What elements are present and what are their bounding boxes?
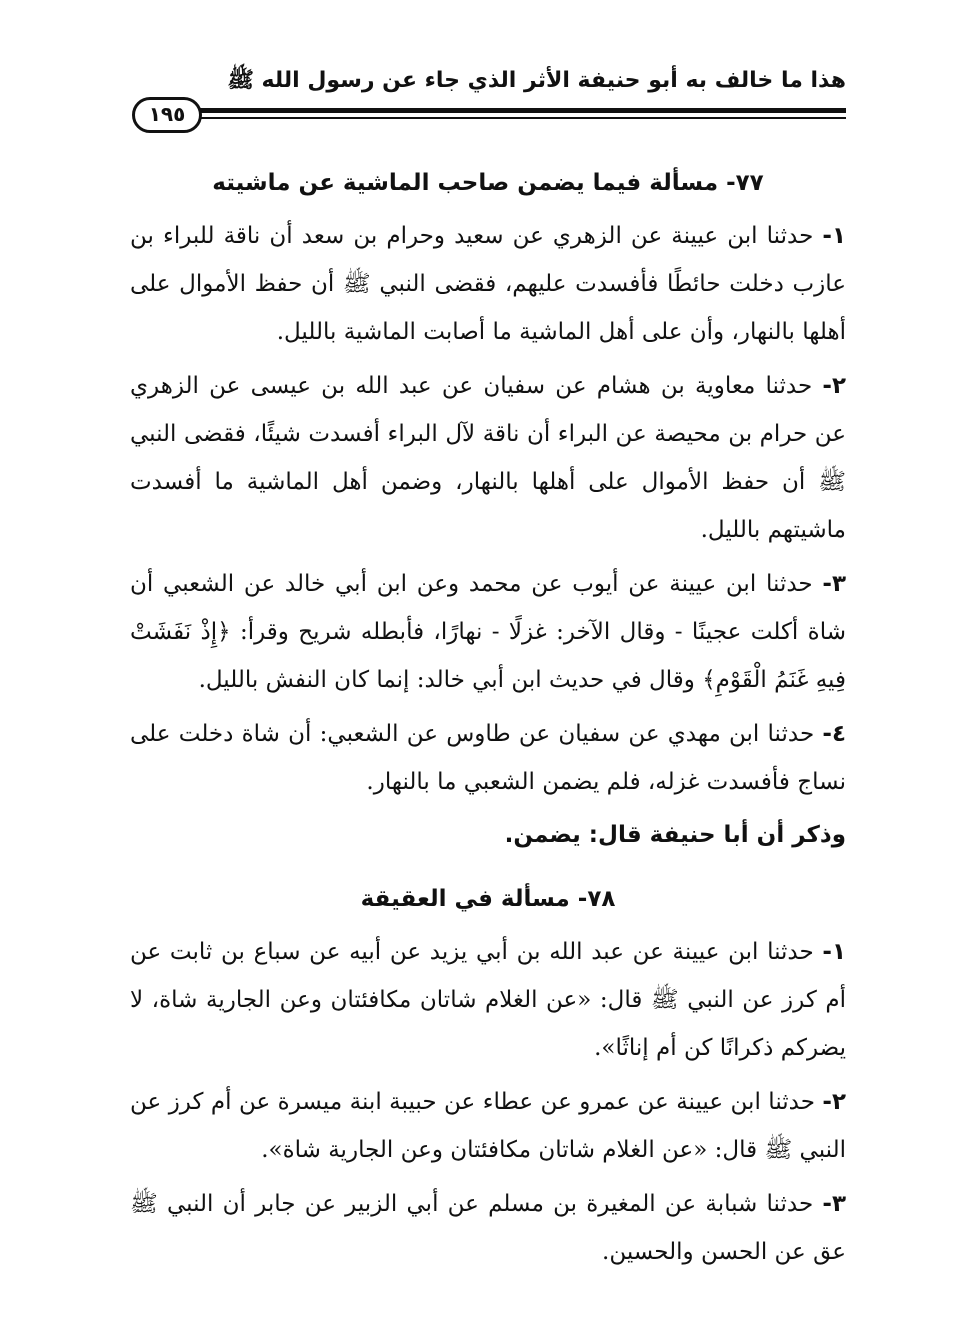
hadith-text: حدثنا ابن عيينة عن الزهري عن سعيد وحرام بن سعد أن ناقة للبراء بن عازب دخلت حائطًا فأفسدت عليهم، فقضى النبي ﷺ أن حفظ الأموال على أهلها بالنهار، وأن على أهل الماشية ما أصابت الماشية بالليل. (130, 223, 846, 345)
hadith-paragraph (130, 362, 846, 554)
hadith-text: حدثنا ابن عيينة عن أيوب عن محمد وعن ابن أبي خالد عن الشعبي أن شاة أكلت عجينًا - وقال الآخر: غزلًا - نهارًا، فأبطله شريح وقرأ: ﴿إِذْ نَفَشَتْ فِيهِ غَنَمُ الْقَوْمِ﴾ وقال في حديث ابن أبي خالد: إنما كان النفش بالليل. (130, 571, 846, 693)
hadith-paragraph (130, 560, 846, 704)
hadith-paragraph (130, 710, 846, 806)
header-rule (196, 108, 846, 122)
hadith-number: ٣- (822, 1191, 846, 1217)
section-heading: ٧٨- مسألة في العقيقة (360, 886, 616, 912)
header-rule-thick (196, 108, 846, 113)
running-header-title: هذا ما خالف به أبو حنيفة الأثر الذي جاء عن رسول الله ﷺ (227, 68, 846, 93)
hadith-number: ٢- (822, 373, 846, 399)
section-heading: ٧٧- مسألة فيما يضمن صاحب الماشية عن ماشيته (212, 170, 764, 196)
hadith-number: ٢- (822, 1089, 846, 1115)
header-rule-thin (196, 117, 846, 119)
hadith-paragraph (130, 1180, 846, 1276)
page-number: ١٩٥ (132, 97, 202, 133)
page-body (130, 160, 846, 1282)
hadith-paragraph (130, 928, 846, 1072)
hadith-paragraph (130, 1078, 846, 1174)
hadith-number: ٣- (822, 571, 846, 597)
section-closing-statement: وذكر أن أبا حنيفة قال: يضمن. (504, 822, 846, 848)
hadith-number: ١- (822, 939, 846, 965)
hadith-number: ٤- (822, 721, 846, 747)
hadith-number: ١- (822, 223, 846, 249)
hadith-text: حدثنا شبابة عن المغيرة بن مسلم عن أبي الزبير عن جابر أن النبي ﷺ عق عن الحسن والحسين. (130, 1191, 846, 1265)
hadith-text: حدثنا معاوية بن هشام عن سفيان عن عبد الله بن عيسى عن الزهري عن حرام بن محيصة عن البراء أن ناقة لآل البراء أفسدت شيئًا، فقضى النبي ﷺ أن حفظ الأموال على أهلها بالنهار، وضمن أهل الماشية ما أفسدت ماشيتهم بالليل. (130, 373, 846, 543)
hadith-text: حدثنا ابن عيينة عن عمرو عن عطاء عن حبيبة ابنة ميسرة عن أم كرز عن النبي ﷺ قال: «عن الغلام شاتان مكافئتان وعن الجارية شاة». (130, 1089, 846, 1163)
hadith-text: حدثنا ابن مهدي عن سفيان عن طاوس عن الشعبي: أن شاة دخلت على نساج فأفسدت غزله، فلم يضمن الشعبي ما بالنهار. (130, 721, 846, 795)
hadith-paragraph (130, 212, 846, 356)
hadith-text: حدثنا ابن عيينة عن عبد الله بن أبي يزيد عن أبيه عن سباع بن ثابت عن أم كرز عن النبي ﷺ قال: «عن الغلام شاتان مكافئتان وعن الجارية شاة، لا يضركم ذكرانًا كن أم إناثًا». (130, 939, 846, 1061)
